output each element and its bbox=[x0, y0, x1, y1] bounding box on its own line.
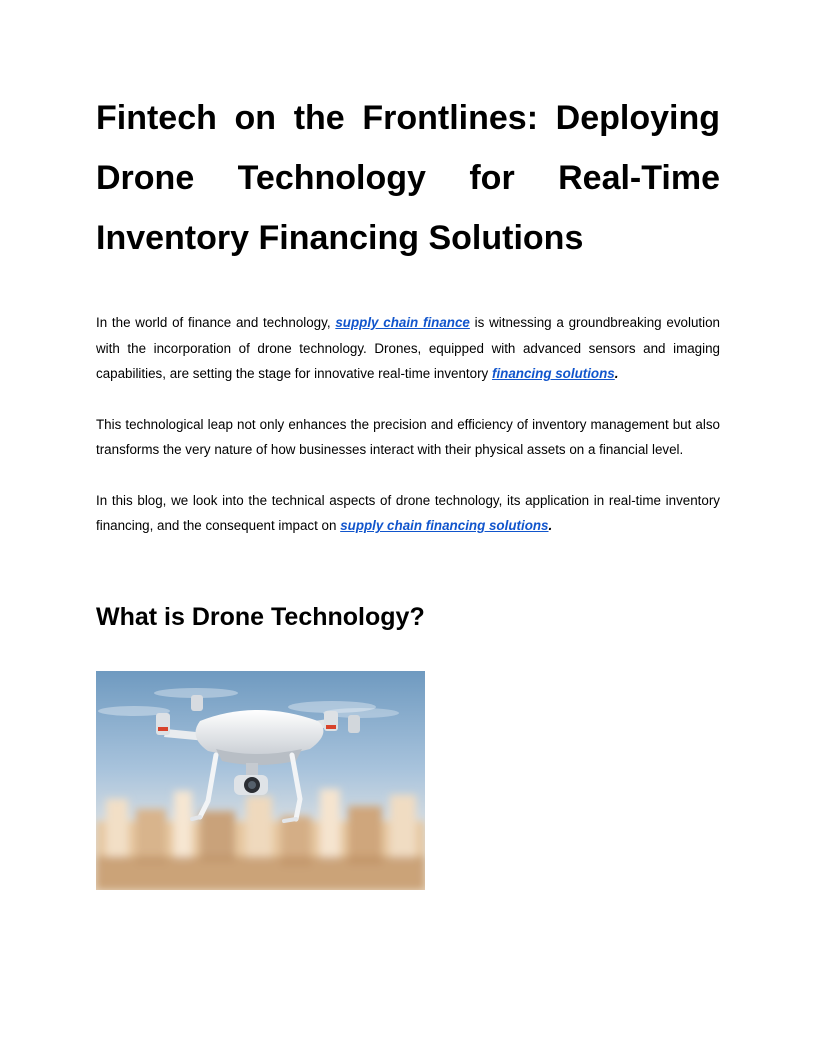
supply-chain-finance-link[interactable]: supply chain finance bbox=[335, 315, 470, 330]
intro-text-1: In the world of finance and technology, bbox=[96, 315, 336, 330]
intro-paragraph bbox=[96, 310, 720, 387]
intro-text-2: is witnessing a groundbreaking evolution with the incorporation of drone technology. Drones, equipped with advanced sensors and imaging capabilities, are setting the stage for innovative real-time inventory bbox=[96, 315, 721, 381]
leap-paragraph: This technological leap not only enhances the precision and efficiency of inventory management but also transforms the very nature of how businesses interact with their physical assets on a financial level. bbox=[96, 416, 720, 457]
blog-text-end: . bbox=[548, 518, 553, 533]
supply-chain-financing-solutions-link[interactable]: supply chain financing solutions bbox=[340, 518, 549, 533]
intro-text-end: . bbox=[614, 366, 619, 381]
document-title: Fintech on the Frontlines: Deploying Drone Technology for Real-Time Inventory Financing Solutions bbox=[96, 99, 720, 257]
drone-photo bbox=[96, 671, 425, 890]
financing-solutions-link[interactable]: financing solutions bbox=[491, 366, 615, 381]
blog-paragraph bbox=[96, 488, 720, 539]
section-heading: What is Drone Technology? bbox=[96, 602, 425, 631]
document-page bbox=[96, 88, 720, 890]
drone-photo-icon bbox=[96, 671, 425, 890]
blog-text: In this blog, we look into the technical aspects of drone technology, its application in real-time inventory financing, and the consequent impact on bbox=[96, 492, 720, 533]
